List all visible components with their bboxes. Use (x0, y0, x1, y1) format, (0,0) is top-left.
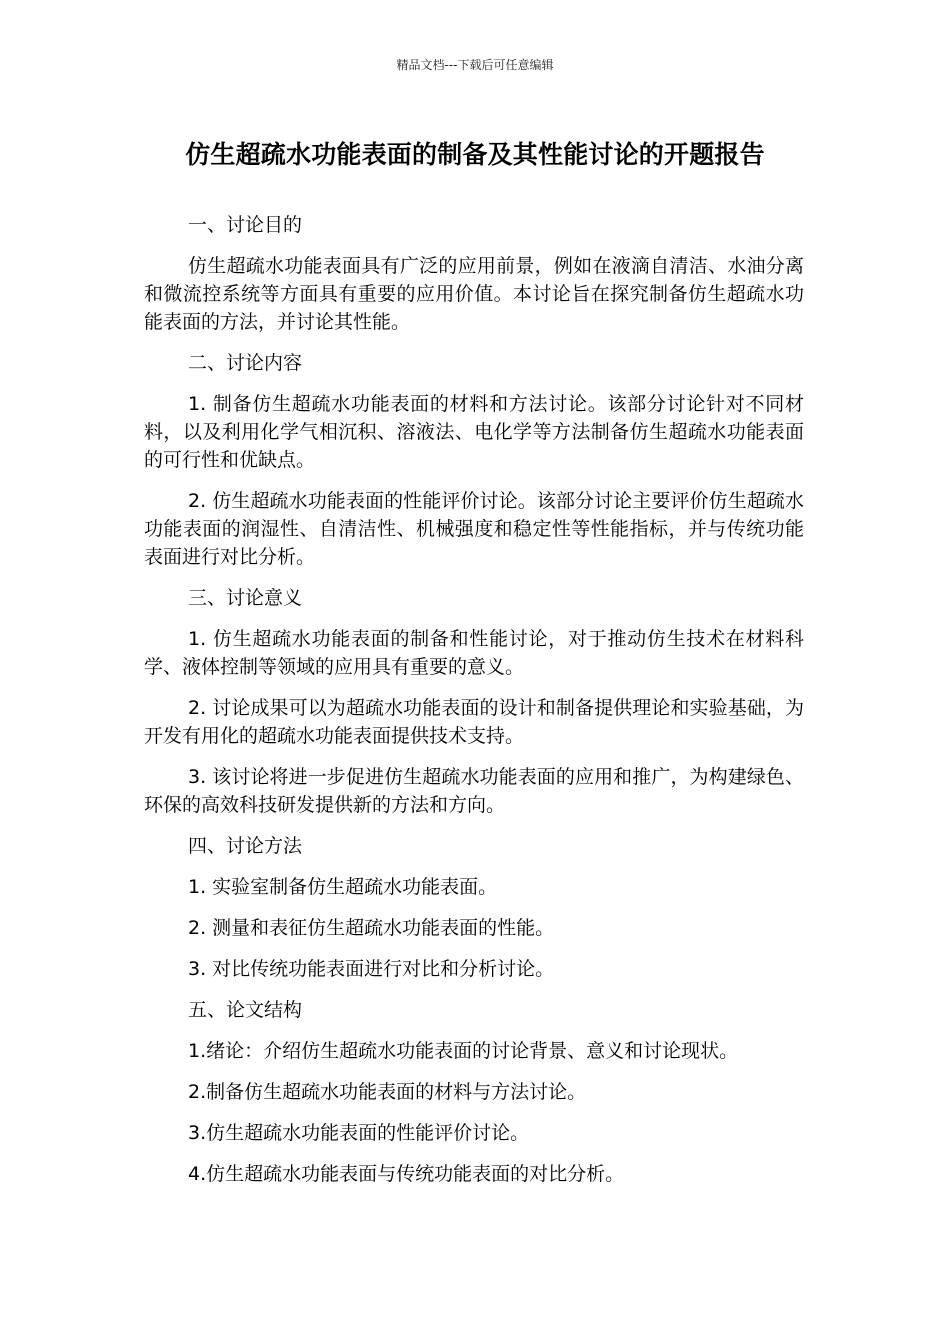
section-heading-structure: 五、论文结构 (188, 999, 303, 1021)
list-item: 3. 该讨论将进一步促进仿生超疏水功能表面的应用和推广，为构建绿色、环保的高效科技研发提供新的方法和方向。 (144, 766, 804, 816)
list-item: 2.制备仿生超疏水功能表面的材料与方法讨论。 (188, 1081, 587, 1103)
paragraph: 仿生超疏水功能表面具有广泛的应用前景，例如在液滴自清洁、水油分离和微流控系统等方面具有重要的应用价值。本讨论旨在探究制备仿生超疏水功能表面的方法，并讨论其性能。 (144, 255, 804, 333)
list-item: 3.仿生超疏水功能表面的性能评价讨论。 (188, 1122, 530, 1144)
list-item: 3. 对比传统功能表面进行对比和分析讨论。 (188, 958, 555, 980)
list-item: 1. 制备仿生超疏水功能表面的材料和方法讨论。该部分讨论针对不同材料，以及利用化学气相沉积、溶液法、电化学等方法制备仿生超疏水功能表面的可行性和优缺点。 (144, 393, 804, 471)
list-item: 1. 仿生超疏水功能表面的制备和性能讨论，对于推动仿生技术在材料科学、液体控制等领域的应用具有重要的意义。 (144, 628, 804, 678)
list-item: 2. 讨论成果可以为超疏水功能表面的设计和制备提供理论和实验基础，为开发有用化的超疏水功能表面提供技术支持。 (144, 697, 804, 747)
section-heading-significance: 三、讨论意义 (188, 587, 303, 609)
document-title: 仿生超疏水功能表面的制备及其性能讨论的开题报告 (185, 140, 765, 169)
list-item: 1. 实验室制备仿生超疏水功能表面。 (188, 876, 498, 898)
document-body (144, 211, 804, 1201)
section-heading-methods: 四、讨论方法 (188, 835, 303, 857)
list-item: 1.绪论：介绍仿生超疏水功能表面的讨论背景、意义和讨论现状。 (188, 1040, 739, 1062)
list-item: 4.仿生超疏水功能表面与传统功能表面的对比分析。 (188, 1163, 625, 1185)
list-item: 2. 仿生超疏水功能表面的性能评价讨论。该部分讨论主要评价仿生超疏水功能表面的润湿性、自清洁性、机械强度和稳定性等性能指标，并与传统功能表面进行对比分析。 (144, 490, 804, 568)
section-heading-content: 二、讨论内容 (188, 352, 303, 374)
page-header: 精品文档---下载后可任意编辑 (396, 58, 554, 72)
list-item: 2. 测量和表征仿生超疏水功能表面的性能。 (188, 917, 555, 939)
section-heading-purpose: 一、讨论目的 (188, 214, 303, 236)
